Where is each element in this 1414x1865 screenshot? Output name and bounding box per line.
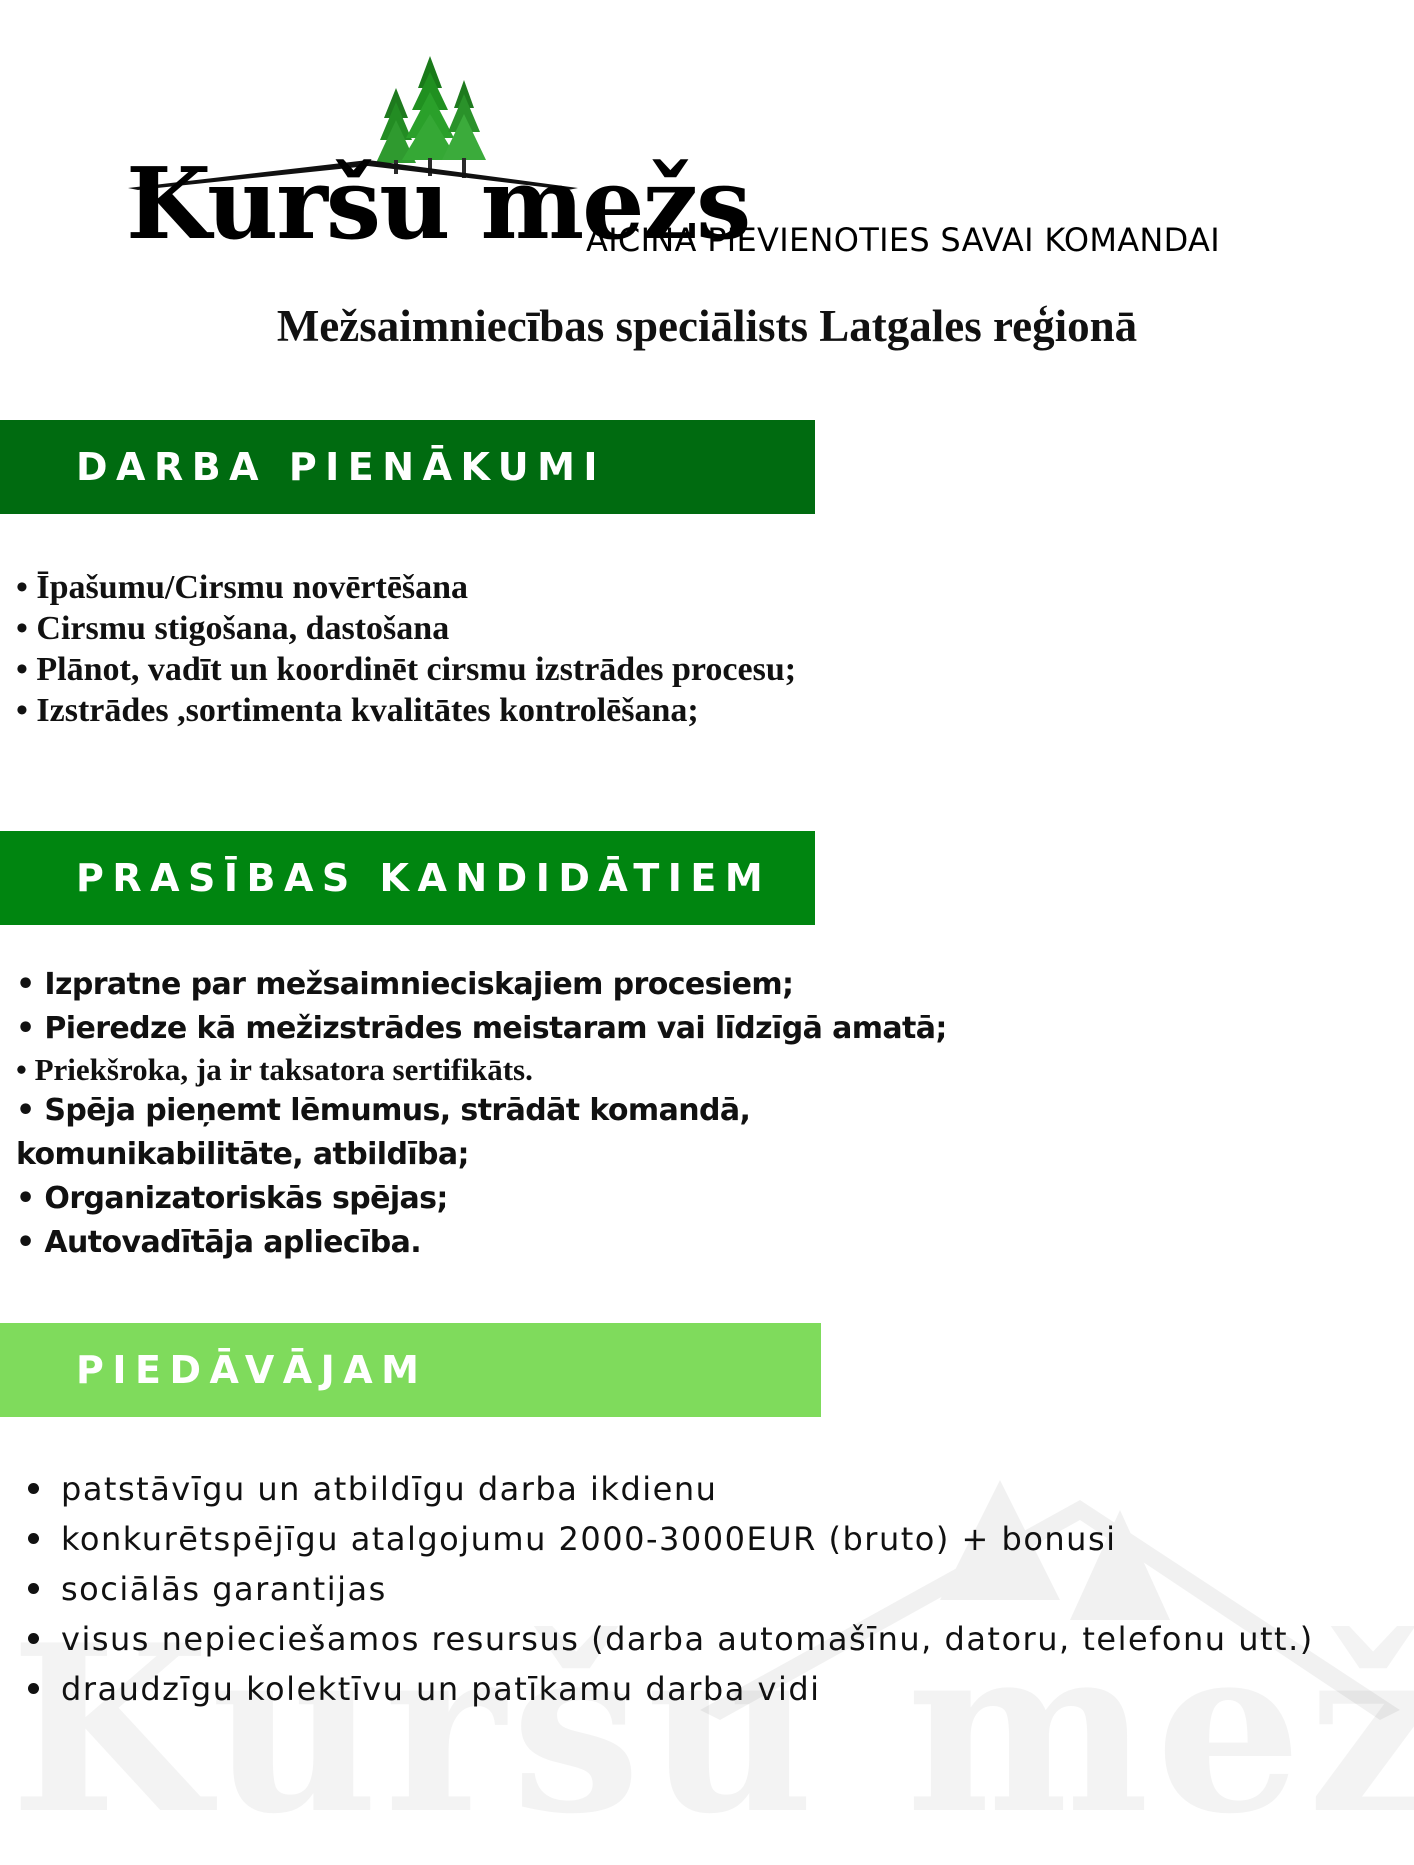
bullet-dot-icon [28,1633,39,1644]
duties-list [16,567,796,731]
bullet-dot-icon [28,1483,39,1494]
bullet-dot-icon [28,1533,39,1544]
list-item: • Autovadītāja apliecība. [16,1225,422,1260]
list-item: • Pieredze kā mežizstrādes meistaram vai līdzīgā amatā; [16,1011,947,1046]
list-item: draudzīgu kolektīvu un patīkamu darba vidi [28,1664,1314,1714]
requirements-list [16,963,947,1265]
offer-list [28,1464,1314,1714]
section-bar-requirements [0,831,815,925]
list-item: • Īpašumu/Cirsmu novērtēšana [16,569,469,606]
list-item: • Spēja pieņemt lēmumus, strādāt komandā, [16,1093,751,1128]
section-bar-offer [0,1323,821,1417]
brand-logo-text: Kuršu mežs [126,147,750,262]
section-heading-duties: DARBA PIENĀKUMI [76,445,607,489]
list-item: • Izstrādes ,sortimenta kvalitātes kontrolēšana; [16,692,699,729]
list-item: sociālās garantijas [28,1564,1314,1614]
bullet-dot-icon [28,1583,39,1594]
bullet-dot-icon [28,1683,39,1694]
tagline: AICINA PIEVIENOTIES SAVAI KOMANDAI [586,221,1220,259]
list-item: • Izpratne par mežsaimnieciskajiem procesiem; [16,967,794,1002]
section-bar-duties [0,420,815,514]
list-item: komunikabilitāte, atbildība; [16,1137,469,1172]
section-heading-requirements: PRASĪBAS KANDIDĀTIEM [76,856,772,900]
list-item: • Cirsmu stigošana, dastošana [16,610,450,647]
page-title: Mežsaimniecības speciālists Latgales reģionā [276,301,1138,351]
list-item: konkurētspējīgu atalgojumu 2000-3000EUR (bruto) + bonusi [28,1514,1314,1564]
section-heading-offer: PIEDĀVĀJAM [76,1348,428,1392]
list-item: patstāvīgu un atbildīgu darba ikdienu [28,1464,1314,1514]
list-item: • Plānot, vadīt un koordinēt cirsmu izstrādes procesu; [16,651,797,688]
list-item: • Organizatoriskās spējas; [16,1181,448,1216]
list-item: • Priekšroka, ja ir taksatora sertifikāts. [16,1052,533,1087]
list-item: visus nepieciešamos resursus (darba automašīnu, datoru, telefonu utt.) [28,1614,1314,1664]
